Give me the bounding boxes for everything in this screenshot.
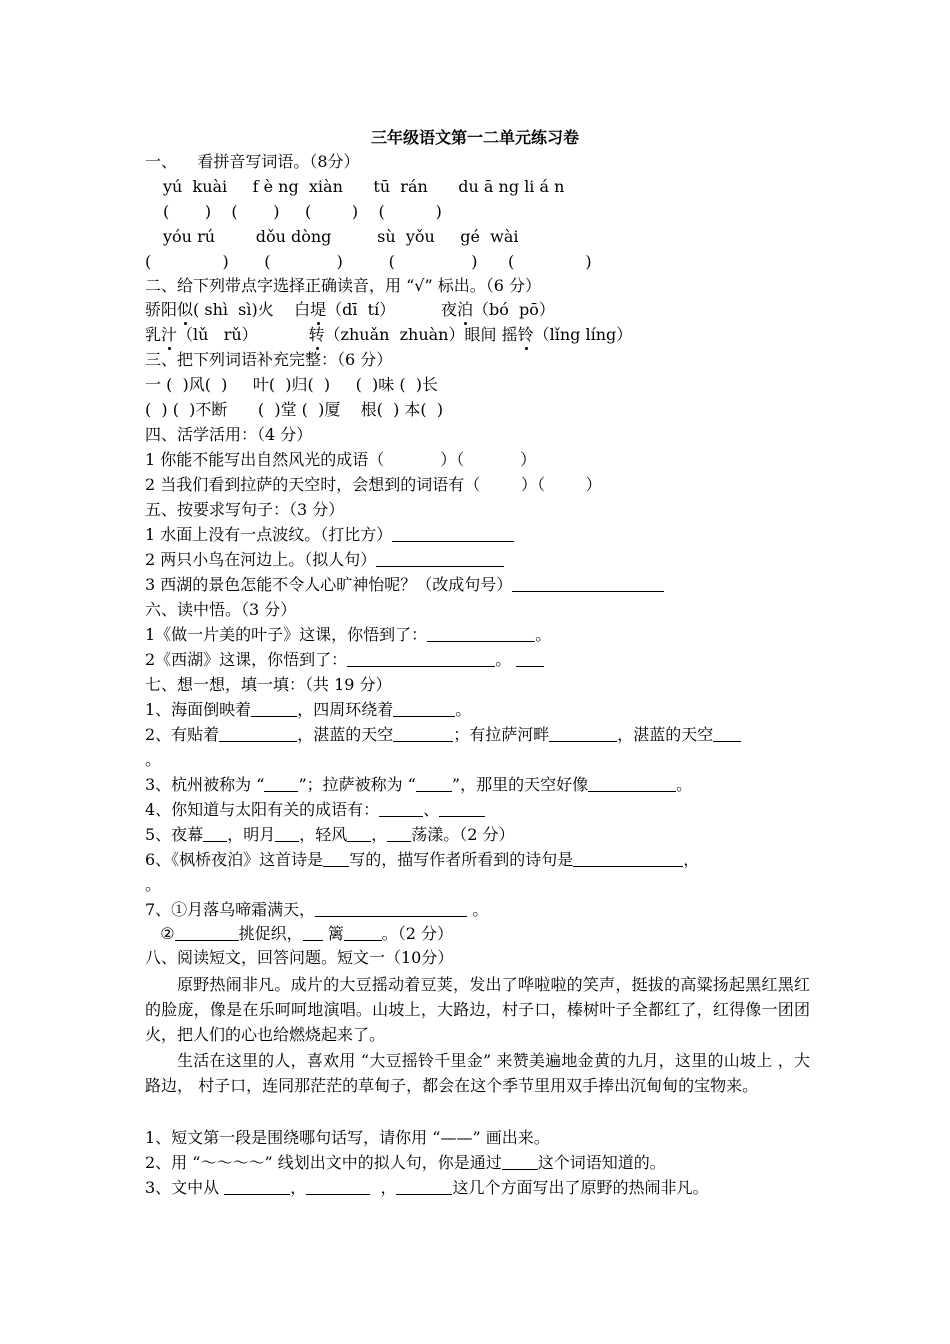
answer-blank[interactable] (251, 700, 297, 717)
question-7-6-end: 。 (145, 875, 162, 894)
answer-blank[interactable] (393, 725, 453, 742)
answer-blank[interactable] (264, 775, 298, 792)
section-1-heading: 一、 看拼音写词语。（8分） (145, 152, 360, 171)
text: 2 两只小鸟在河边上。（拟人句） (145, 550, 377, 569)
text: 乳 (145, 325, 162, 344)
reading-choice-line-2 (145, 323, 632, 347)
text: 3 西湖的景色怎能不令人心旷神怡呢？（改成句号） (145, 575, 513, 594)
text: 。 (535, 625, 552, 644)
answer-blank[interactable] (379, 800, 423, 817)
dotted-char: 堤 (310, 300, 327, 319)
text: 1、海面倒映着 (145, 700, 252, 719)
question-4-1: 1 你能不能写出自然风光的成语（ ）（ ） (145, 450, 537, 469)
dotted-char: 转 (308, 325, 325, 344)
answer-blank[interactable] (502, 1153, 538, 1170)
text: 5、夜幕 (145, 825, 204, 844)
text: ( shì sì)火 白 (193, 300, 311, 319)
answer-boxes-row-1: ( ) ( ) ( ) ( ) (163, 202, 442, 221)
dotted-char: 汁 (161, 325, 178, 344)
question-7-7-b (145, 922, 453, 946)
section-7-heading: 七、想一想，填一填：（共 19 分） (145, 675, 392, 694)
section-5-heading: 五、按要求写句子：（3 分） (145, 500, 345, 519)
text: 6、《枫桥夜泊》这首诗是 (145, 850, 324, 869)
text: 。 (455, 700, 472, 719)
passage-paragraph-2: 生活在这里的人，喜欢用 “大豆摇铃千里金” 来赞美遍地金黄的九月，这里的山坡上 ，大路边， 村子口，连同那茫茫的草甸子，都会在这个季节里用双手捧出沉甸甸的宝物来。 (145, 1051, 810, 1095)
text: 。 (495, 650, 512, 669)
text: ， (370, 1178, 397, 1197)
text: 骄阳 (145, 300, 178, 319)
text: 这个词语知道的。 (537, 1153, 666, 1172)
answer-blank[interactable] (219, 725, 297, 742)
answer-blank[interactable] (416, 775, 452, 792)
text: 2《西湖》这课，你悟到了： (145, 650, 348, 669)
question-4-2: 2 当我们看到拉萨的天空时，会想到的词语有（ ）（ ） (145, 475, 602, 494)
text: 挑促织， (238, 924, 303, 943)
question-5-1 (145, 523, 514, 547)
question-8-2 (145, 1151, 666, 1175)
passage-paragraph-1: 原野热闹非凡。成片的大豆摇动着豆荚，发出了哗啦啦的笑声，挺拔的高粱扬起黑红黑红的脸庞，像是在乐呵呵地演唱。山坡上，大路边，村子口，榛树叶子全都红了，红得像一团团火，把人们的心也给燃烧起来了。 (145, 975, 810, 1044)
question-8-3 (145, 1176, 709, 1200)
answer-blank[interactable] (203, 825, 227, 842)
text: 1 水面上没有一点波纹。（打比方） (145, 525, 393, 544)
answer-blank[interactable] (588, 775, 676, 792)
answer-blank[interactable] (573, 850, 683, 867)
question-7-4 (145, 798, 485, 822)
answer-blank[interactable] (396, 1178, 452, 1195)
text: ，轻风 (299, 825, 348, 844)
text: ”；拉萨被称为 “ (298, 775, 416, 794)
question-7-2 (145, 723, 741, 747)
answer-blank[interactable] (306, 1178, 370, 1195)
dotted-char: 铃 (517, 325, 534, 344)
text: 7、①月落乌啼霜满天， (145, 900, 316, 919)
text: 3、杭州被称为 “ (145, 775, 265, 794)
text: ， (290, 1178, 307, 1197)
idiom-line-2: ( ) ( )不断 ( )堂 ( )厦 根( ) 本( ) (145, 400, 444, 419)
answer-blank[interactable] (713, 725, 741, 742)
text: 1《做一片美的叶子》这课，你悟到了： (145, 625, 428, 644)
text: 3、文中从 (145, 1178, 225, 1197)
text: （zhuǎn zhuàn）眼间 摇 (324, 325, 518, 344)
text: ② (145, 924, 175, 943)
answer-blank[interactable] (303, 924, 323, 941)
question-6-2 (145, 648, 544, 672)
text: （dī tí） 夜 (326, 300, 457, 319)
answer-blank[interactable] (516, 650, 544, 667)
dotted-char: 泊 (456, 300, 473, 319)
answer-blank[interactable] (315, 900, 467, 917)
answer-blank[interactable] (344, 924, 382, 941)
answer-blank[interactable] (393, 700, 455, 717)
answer-boxes-row-2: ( ) ( ) ( ) ( ) (145, 252, 592, 271)
question-7-5 (145, 823, 515, 847)
answer-blank[interactable] (224, 1178, 290, 1195)
answer-blank[interactable] (549, 725, 617, 742)
text: 、 (423, 800, 440, 819)
text: 。 (467, 900, 489, 919)
answer-blank[interactable] (175, 924, 239, 941)
text: 。（2 分） (381, 924, 453, 943)
idiom-line-1: 一 ( )风( ) 叶( )归( ) ( )味 ( )长 (145, 375, 438, 394)
answer-blank[interactable] (512, 575, 664, 592)
section-8-heading: 八、阅读短文，回答问题。短文一（10分） (145, 948, 454, 967)
answer-blank[interactable] (275, 825, 299, 842)
question-7-2-end: 。 (145, 750, 162, 769)
text: ，湛蓝的天空 (297, 725, 394, 744)
section-3-heading: 三、把下列词语补充完整：（6 分） (145, 350, 393, 369)
question-7-7-a (145, 898, 488, 922)
question-6-1 (145, 623, 551, 647)
text: （lǔ rǔ） (177, 325, 309, 344)
text: ；有拉萨河畔 (453, 725, 550, 744)
text: 篱 (322, 924, 344, 943)
answer-blank[interactable] (323, 850, 349, 867)
text: 这几个方面写出了原野的热闹非凡。 (452, 1178, 709, 1197)
text: ，四周环绕着 (297, 700, 394, 719)
section-4-heading: 四、活学活用：（4 分） (145, 425, 313, 444)
text: 。 (676, 775, 693, 794)
answer-blank[interactable] (439, 800, 485, 817)
text: （lǐng líng） (533, 325, 633, 344)
text: ，湛蓝的天空 (617, 725, 714, 744)
text: 2、用 “～～～～” 线划出文中的拟人句，你是通过 (145, 1153, 502, 1172)
text: ， (371, 825, 388, 844)
pinyin-row-1: yú kuài f è ng xiàn tū rán du ā ng li á n (163, 177, 565, 196)
text: 2、有贴着 (145, 725, 220, 744)
text: （bó pō） (472, 300, 555, 319)
dotted-char: 似 (177, 300, 194, 319)
question-7-6 (145, 848, 699, 872)
pinyin-row-2: yóu rú dǒu dòng sù yǒu gé wài (163, 227, 519, 246)
question-7-1 (145, 698, 471, 722)
question-5-3 (145, 573, 664, 597)
text: 写的，描写作者所看到的诗句是 (349, 850, 574, 869)
answer-blank[interactable] (347, 650, 495, 667)
text: ， (683, 850, 700, 869)
text: 荡漾。（2 分） (411, 825, 515, 844)
section-6-heading: 六、读中悟。（3 分） (145, 600, 297, 619)
section-2-heading: 二、给下列带点字选择正确读音，用 “√” 标出。（6 分） (145, 276, 541, 295)
page-title: 三年级语文第一二单元练习卷 (370, 128, 579, 147)
question-7-3 (145, 773, 692, 797)
question-5-2 (145, 548, 504, 572)
text: ”，那里的天空好像 (451, 775, 589, 794)
answer-blank[interactable] (392, 525, 514, 542)
answer-blank[interactable] (376, 550, 504, 567)
reading-choice-line-1 (145, 298, 555, 322)
text: 4、你知道与太阳有关的成语有： (145, 800, 380, 819)
question-8-1: 1、短文第一段是围绕哪句话写，请你用 “——” 画出来。 (145, 1128, 550, 1147)
answer-blank[interactable] (347, 825, 371, 842)
text: ，明月 (227, 825, 276, 844)
answer-blank[interactable] (427, 625, 535, 642)
answer-blank[interactable] (387, 825, 411, 842)
